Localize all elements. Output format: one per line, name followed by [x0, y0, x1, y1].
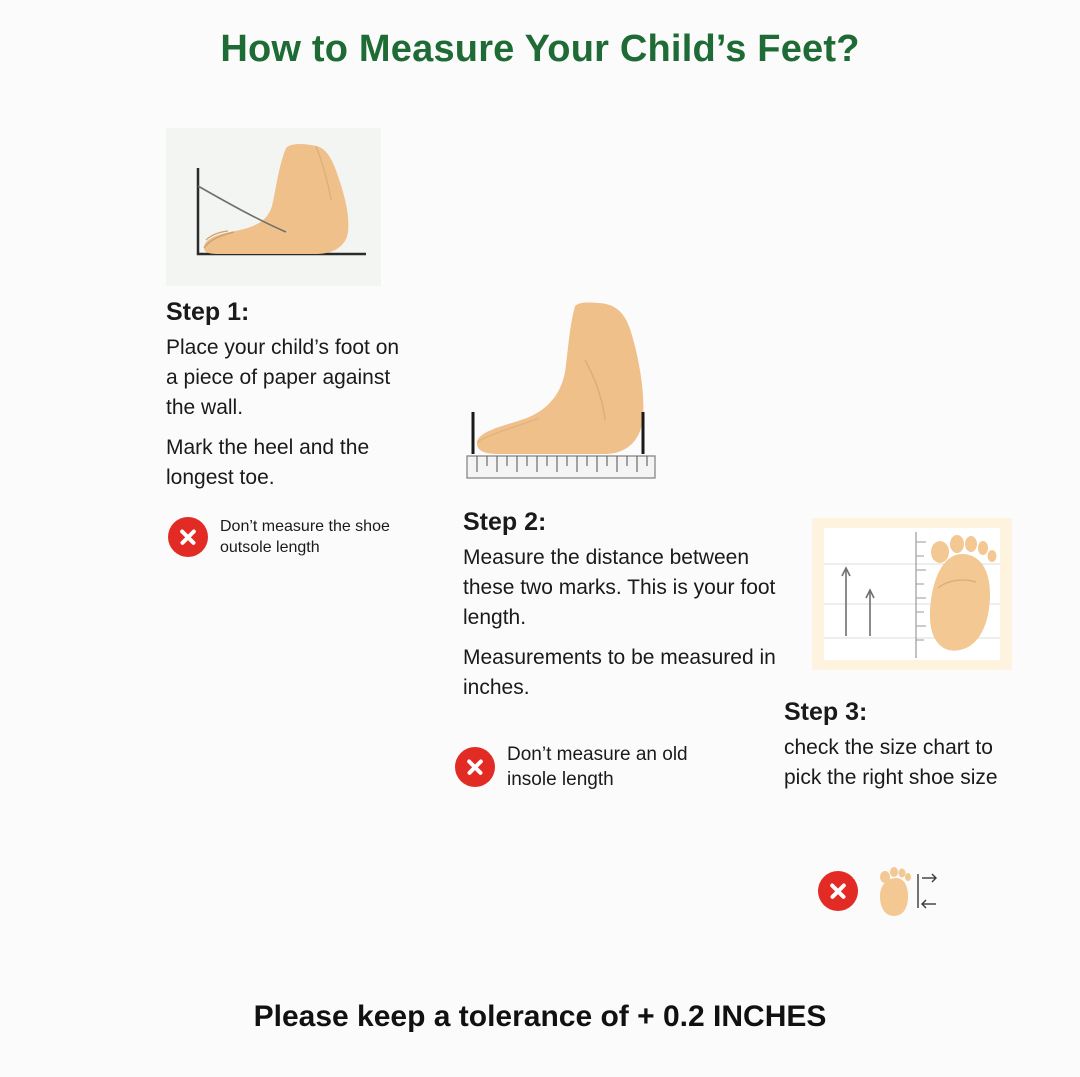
foot-measure-arrow-icon — [870, 862, 940, 920]
step3-description — [784, 733, 1034, 793]
foot-against-wall-illustration — [166, 128, 381, 286]
step2-illustration — [455, 300, 685, 485]
step1-warning — [168, 516, 408, 558]
step3-heading: Step 3: — [784, 698, 868, 726]
step1-warning-text: Don’t measure the shoe outsole length — [220, 518, 390, 556]
step2-line-1: Measure the distance between these two marks. This is your foot length. — [463, 546, 776, 629]
foot-on-ruler-illustration — [455, 300, 685, 485]
step2-warning — [455, 742, 735, 792]
step2-line-2: Measurements to be measured in inches. — [463, 646, 776, 699]
cross-circle-icon — [818, 871, 858, 911]
step1-illustration — [166, 128, 381, 286]
step3-line-1: check the size chart to pick the right shoe size — [784, 736, 998, 789]
step2-description — [463, 543, 783, 703]
foot-sole-measure-illustration — [812, 518, 1012, 670]
step1-description — [166, 333, 406, 493]
step3-warning-illustration — [870, 862, 940, 920]
step3-warning — [818, 862, 1018, 920]
step2-text-block — [463, 508, 783, 703]
step3-illustration — [812, 518, 1012, 670]
page-title: How to Measure Your Child’s Feet? — [220, 28, 860, 70]
cross-circle-icon — [168, 517, 208, 557]
step3-text-block — [784, 698, 1034, 793]
step1-line-1: Place your child’s foot on a piece of paper against the wall. — [166, 336, 400, 419]
footer-note: Please keep a tolerance of + 0.2 INCHES — [253, 1000, 827, 1033]
step1-heading: Step 1: — [166, 298, 250, 326]
step2-warning-text: Don’t measure an old insole length — [507, 744, 688, 790]
step2-heading: Step 2: — [463, 508, 547, 536]
step1-line-2: Mark the heel and the longest toe. — [166, 436, 370, 489]
step1-text-block — [166, 298, 406, 493]
cross-circle-icon — [455, 747, 495, 787]
